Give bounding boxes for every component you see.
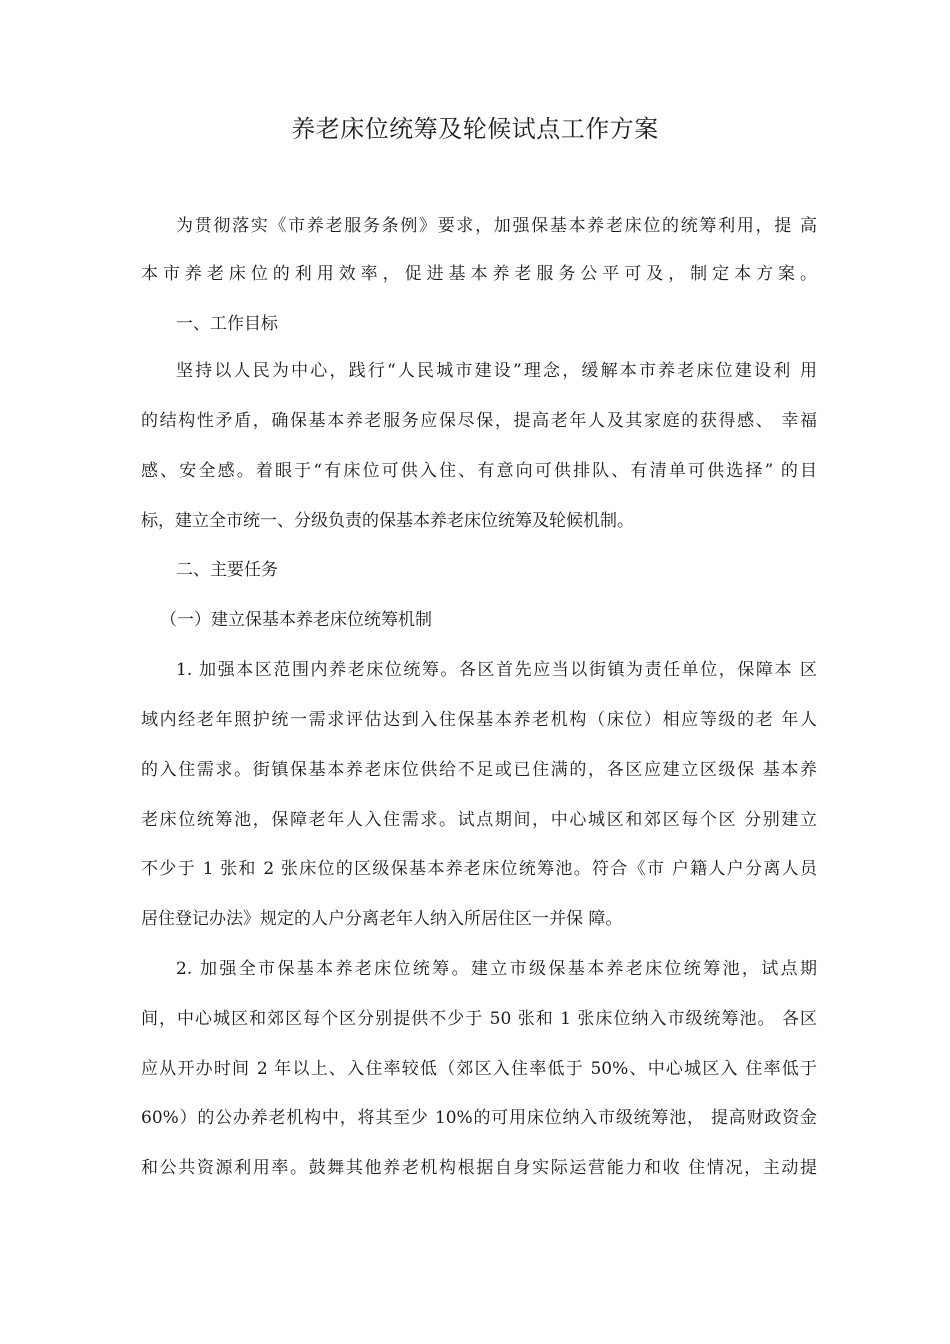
section-heading: 一、工作目标	[176, 314, 278, 334]
subsection-heading: （一）建立保基本养老床位统筹机制	[160, 610, 432, 630]
paragraph-line: 2. 加强全市保基本养老床位统筹。建立市级保基本养老床位统筹池，试点期	[176, 959, 817, 979]
paragraph-line: 不少于 1 张和 2 张床位的区级保基本养老床位统筹池。符合《市 户籍人户分离人员	[141, 859, 817, 879]
paragraph-line: 60%）的公办养老机构中，将其至少 10%的可用床位纳入市级统筹池， 提高财政资金	[141, 1108, 817, 1128]
document-title: 养老床位统筹及轮候试点工作方案	[291, 115, 659, 143]
section-heading: 二、主要任务	[176, 560, 278, 580]
paragraph-line: 1. 加强本区范围内养老床位统筹。各区首先应当以街镇为责任单位，保障本 区	[176, 660, 817, 680]
paragraph-line: 的结构性矛盾，确保基本养老服务应保尽保，提高老年人及其家庭的获得感、 幸福	[141, 411, 817, 431]
paragraph-line: 本市养老床位的利用效率，促进基本养老服务公平可及，制定本方案。	[141, 264, 817, 284]
paragraph-line: 为贯彻落实《市养老服务条例》要求，加强保基本养老床位的统筹利用，提 高	[176, 216, 817, 236]
paragraph-line: 间，中心城区和郊区每个区分别提供不少于 50 张和 1 张床位纳入市级统筹池。 各区	[141, 1009, 817, 1029]
paragraph-line: 域内经老年照护统一需求评估达到入住保基本养老机构（床位）相应等级的老 年人	[141, 710, 817, 730]
paragraph-line: 老床位统筹池，保障老年人入住需求。试点期间，中心城区和郊区每个区 分别建立	[141, 810, 817, 830]
paragraph-line: 居住登记办法》规定的人户分离老年人纳入所居住区一并保 障。	[141, 909, 623, 929]
paragraph-line: 的入住需求。街镇保基本养老床位供给不足或已住满的，各区应建立区级保 基本养	[141, 760, 817, 780]
paragraph-line: 标，建立全市统一、分级负责的保基本养老床位统筹及轮候机制。	[141, 511, 634, 531]
paragraph-line: 感、安全感。着眼于“有床位可供入住、有意向可供排队、有清单可供选择” 的目	[141, 461, 817, 481]
paragraph-line: 坚持以人民为中心，践行“人民城市建设”理念，缓解本市养老床位建设利 用	[176, 361, 817, 381]
paragraph-line: 应从开办时间 2 年以上、入住率较低（郊区入住率低于 50%、中心城区入 住率低于	[141, 1059, 817, 1079]
paragraph-line: 和公共资源利用率。鼓舞其他养老机构根据自身实际运营能力和收 住情况，主动提	[141, 1158, 817, 1178]
